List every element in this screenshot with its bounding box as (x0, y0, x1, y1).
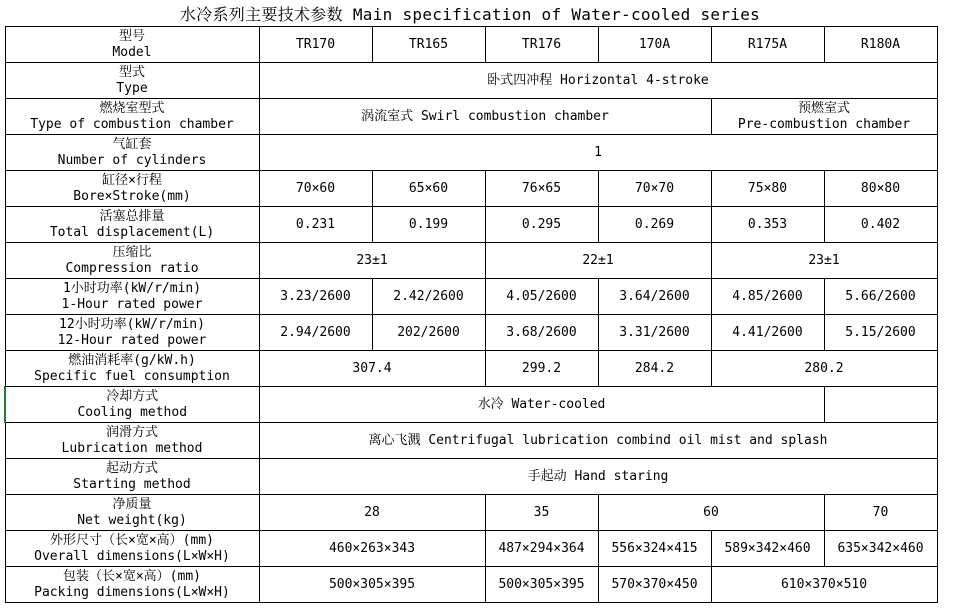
lubrication-label-cell[interactable] (5, 423, 259, 459)
fuel-label-zh: 燃油消耗率(g/kW.h) (68, 352, 196, 368)
compression-value[interactable]: 22±1 (485, 243, 711, 279)
overall-value[interactable]: 556×324×415 (598, 531, 711, 567)
lubrication-label-zh: 润滑方式 (105, 424, 158, 440)
combustion-pre-en: Pre-combustion chamber (737, 116, 911, 132)
overall-value[interactable]: 487×294×364 (485, 531, 598, 567)
model-tr170[interactable]: TR170 (259, 27, 372, 63)
starting-label-en: Starting method (73, 476, 191, 492)
compression-value[interactable]: 23±1 (711, 243, 937, 279)
cooling-label-cell[interactable] (5, 387, 259, 423)
starting-label-zh: 起动方式 (105, 460, 158, 476)
overall-value[interactable]: 460×263×343 (259, 531, 485, 567)
bore-value[interactable]: 75×80 (711, 171, 824, 207)
fuel-value[interactable]: 307.4 (259, 351, 485, 387)
weight-value[interactable]: 35 (485, 495, 598, 531)
model-label-en: Model (112, 44, 152, 60)
starting-label-cell[interactable] (5, 459, 259, 495)
combustion-swirl[interactable]: 涡流室式 Swirl combustion chamber (259, 99, 711, 135)
cylinders-label-zh: 气缸套 (112, 136, 152, 152)
weight-label-zh: 净质量 (112, 496, 152, 512)
displacement-label-zh: 活塞总排量 (99, 208, 165, 224)
model-r180a[interactable]: R180A (824, 27, 937, 63)
displacement-value[interactable]: 0.231 (259, 207, 372, 243)
displacement-value[interactable]: 0.199 (372, 207, 485, 243)
power12-value[interactable]: 4.41/2600 (711, 315, 824, 351)
table-row (5, 531, 937, 567)
power1-value[interactable]: 5.66/2600 (824, 279, 937, 315)
displacement-label-en: Total displacement(L) (49, 224, 215, 240)
fuel-value[interactable]: 280.2 (711, 351, 937, 387)
table-row (5, 315, 937, 351)
fuel-value[interactable]: 284.2 (598, 351, 711, 387)
overall-label-cell[interactable] (5, 531, 259, 567)
model-label-zh: 型号 (118, 28, 145, 44)
table-row (5, 459, 937, 495)
weight-value[interactable]: 70 (824, 495, 937, 531)
power1-value[interactable]: 4.05/2600 (485, 279, 598, 315)
table-row (5, 99, 937, 135)
combustion-pre-zh: 预燃室式 (797, 100, 850, 116)
lubrication-value[interactable]: 离心飞溅 Centrifugal lubrication combind oil mist and splash (259, 423, 937, 459)
table-row (5, 387, 937, 423)
combustion-label-zh: 燃烧室型式 (99, 100, 165, 116)
combustion-label-en: Type of combustion chamber (30, 116, 234, 132)
power1-label-en: 1-Hour rated power (61, 296, 203, 312)
table-row (5, 63, 937, 99)
displacement-value[interactable]: 0.353 (711, 207, 824, 243)
displacement-label-cell[interactable] (5, 207, 259, 243)
cylinders-label-en: Number of cylinders (57, 152, 207, 168)
compression-value[interactable]: 23±1 (259, 243, 485, 279)
cooling-label-zh: 冷却方式 (106, 388, 159, 404)
model-tr176[interactable]: TR176 (485, 27, 598, 63)
overall-value[interactable]: 589×342×460 (711, 531, 824, 567)
model-r175a[interactable]: R175A (711, 27, 824, 63)
table-title: 水冷系列主要技术参数 Main specification of Water-cooled series (179, 5, 761, 24)
power1-label-zh: 1小时功率(kW/r/min) (62, 280, 202, 296)
power12-label-cell[interactable] (5, 315, 259, 351)
table-row (5, 171, 937, 207)
weight-value[interactable]: 28 (259, 495, 485, 531)
cylinders-value[interactable]: 1 (259, 135, 937, 171)
weight-label-en: Net weight(kg) (77, 512, 187, 528)
displacement-value[interactable]: 0.269 (598, 207, 711, 243)
bore-label-zh: 缸径×行程 (102, 172, 162, 188)
power1-value[interactable]: 3.23/2600 (259, 279, 372, 315)
packing-label-cell[interactable] (5, 567, 259, 603)
compression-label-en: Compression ratio (65, 260, 199, 276)
compression-label-cell[interactable] (5, 243, 259, 279)
power12-label-zh: 12小时功率(kW/r/min) (59, 316, 205, 332)
table-row (5, 207, 937, 243)
table-row (5, 351, 937, 387)
cooling-label-en: Cooling method (77, 404, 188, 420)
type-label-cell[interactable] (5, 63, 259, 99)
combustion-pre-cell[interactable] (711, 99, 937, 135)
power12-value[interactable]: 3.68/2600 (485, 315, 598, 351)
model-170a[interactable]: 170A (598, 27, 711, 63)
power1-value[interactable]: 4.85/2600 (711, 279, 824, 315)
power1-value[interactable]: 3.64/2600 (598, 279, 711, 315)
fuel-value[interactable]: 299.2 (485, 351, 598, 387)
type-value[interactable]: 卧式四冲程 Horizontal 4-stroke (259, 63, 937, 99)
bore-label-cell[interactable] (5, 171, 259, 207)
bore-value[interactable]: 80×80 (824, 171, 937, 207)
cooling-value[interactable]: 水冷 Water-cooled (259, 387, 824, 423)
power12-value[interactable]: 5.15/2600 (824, 315, 937, 351)
bore-value[interactable]: 65×60 (372, 171, 485, 207)
type-label-zh: 型式 (118, 64, 145, 80)
table-row (5, 567, 937, 603)
lubrication-label-en: Lubrication method (61, 440, 203, 456)
packing-value[interactable]: 500×305×395 (485, 567, 598, 603)
power12-value[interactable]: 202/2600 (372, 315, 485, 351)
packing-label-zh: 包装（长×宽×高）(mm) (63, 568, 201, 584)
packing-value[interactable]: 500×305×395 (259, 567, 485, 603)
power1-value[interactable]: 2.42/2600 (372, 279, 485, 315)
fuel-label-cell[interactable] (5, 351, 259, 387)
combustion-label-cell[interactable] (5, 99, 259, 135)
table-row (5, 135, 937, 171)
table-row (5, 495, 937, 531)
model-tr165[interactable]: TR165 (372, 27, 485, 63)
overall-label-en: Overall dimensions(L×W×H) (34, 548, 230, 564)
bore-label-en: Bore×Stroke(mm) (73, 188, 191, 204)
bore-value[interactable]: 76×65 (485, 171, 598, 207)
compression-label-zh: 压缩比 (112, 244, 152, 260)
packing-value[interactable]: 570×370×450 (598, 567, 711, 603)
power1-label-cell[interactable] (5, 279, 259, 315)
table-row (5, 27, 937, 63)
type-label-en: Type (116, 80, 148, 96)
overall-label-zh: 外形尺寸（长×宽×高）(mm) (50, 532, 214, 548)
power12-value[interactable]: 3.31/2600 (598, 315, 711, 351)
weight-label-cell[interactable] (5, 495, 259, 531)
power12-label-en: 12-Hour rated power (57, 332, 207, 348)
table-row (5, 279, 937, 315)
table-row (5, 423, 937, 459)
cylinders-label-cell[interactable] (5, 135, 259, 171)
power12-value[interactable]: 2.94/2600 (259, 315, 372, 351)
bore-value[interactable]: 70×60 (259, 171, 372, 207)
spec-table (4, 26, 938, 603)
starting-value[interactable]: 手起动 Hand staring (259, 459, 937, 495)
weight-value[interactable]: 60 (598, 495, 824, 531)
empty-cell[interactable] (824, 387, 937, 423)
bore-value[interactable]: 70×70 (598, 171, 711, 207)
displacement-value[interactable]: 0.295 (485, 207, 598, 243)
overall-value[interactable]: 635×342×460 (824, 531, 937, 567)
table-row (5, 243, 937, 279)
model-label-cell[interactable] (5, 27, 259, 63)
packing-label-en: Packing dimensions(L×W×H) (34, 584, 230, 600)
packing-value[interactable]: 610×370×510 (711, 567, 937, 603)
displacement-value[interactable]: 0.402 (824, 207, 937, 243)
fuel-label-en: Specific fuel consumption (34, 368, 230, 384)
